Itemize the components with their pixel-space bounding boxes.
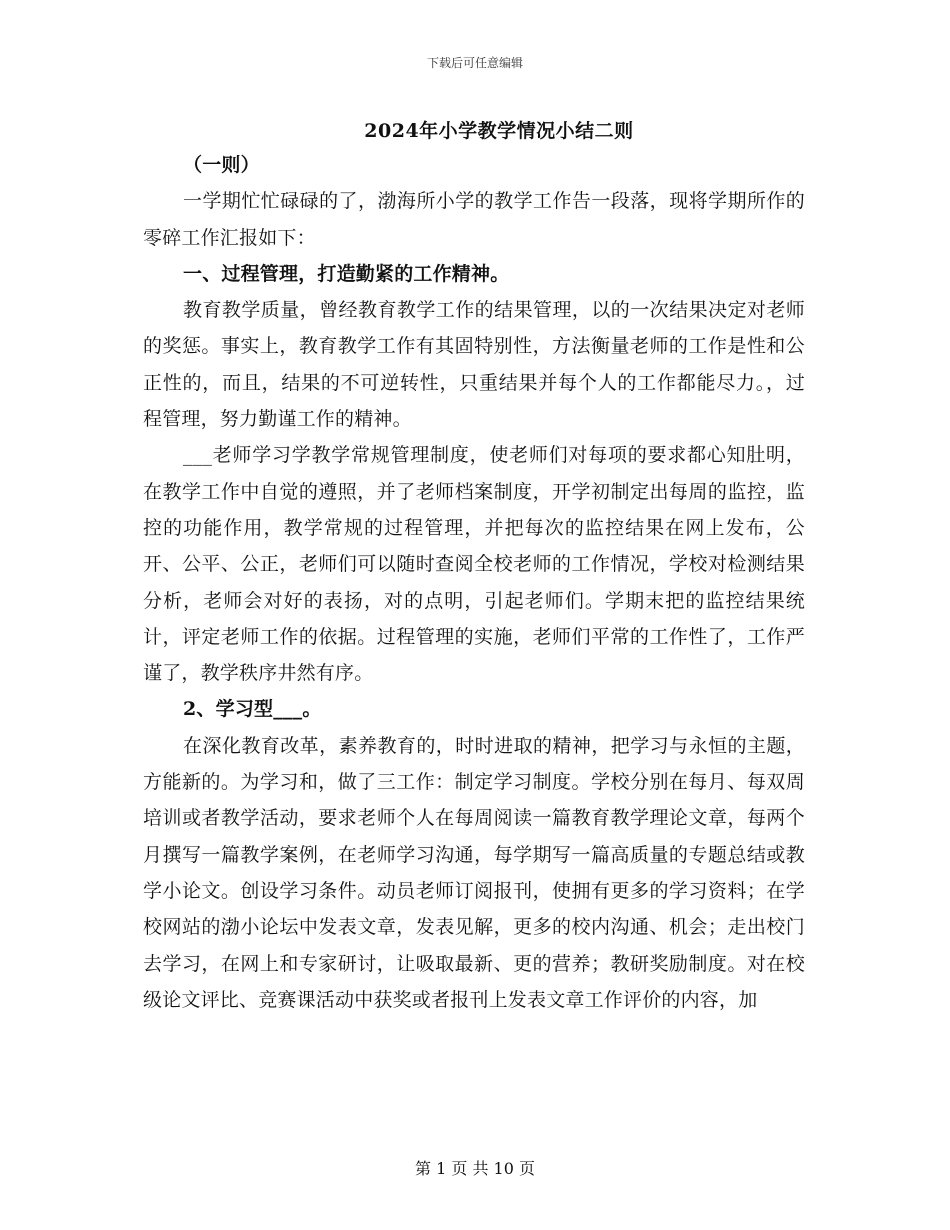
page-footer: 第 1 页 共 10 页 <box>415 1159 535 1178</box>
body-paragraph: ___老师学习学教学常规管理制度，使老师们对每项的要求都心知肚明，在教学工作中自觉的遵照，并了老师档案制度，开学初制定出每周的监控，监控的功能作用，教学常规的过程管理，并把每次的监控结果在网上发布，公开、公平、公正，老师们可以随时查阅全校老师的工作情况，学校对检测结果分析，老师会对好的表扬，对的点明，引起老师们。学期末把的监控结果统计，评定老师工作的依据。过程管理的实施，老师们平常的工作性了，工作严谨了，教学秩序井然有序。 <box>143 444 805 685</box>
document-body <box>143 147 805 1018</box>
document-title: 2024年小学教学情况小结二则 <box>364 120 634 142</box>
section-heading: 一、过程管理，打造勤紧的工作精神。 <box>183 262 510 285</box>
section-heading: （一则） <box>183 154 260 176</box>
header-note: 下载后可任意编辑 <box>426 56 523 70</box>
body-paragraph: 教育教学质量，曾经教育教学工作的结果管理，以的一次结果决定对老师的奖惩。事实上，教育教学工作有其固特别性，方法衡量老师的工作是性和公正性的，而且，结果的不可逆转性，只重结果并每个人的工作都能尽力。，过程管理，努力勤谨工作的精神。 <box>143 299 805 431</box>
section-heading: 2、学习型___。 <box>183 698 322 721</box>
body-paragraph: 一学期忙忙碌碌的了，渤海所小学的教学工作告一段落，现将学期所作的零碎工作汇报如下： <box>143 190 805 249</box>
body-paragraph: 在深化教育改革，素养教育的，时时进取的精神，把学习与永恒的主题，方能新的。为学习和，做了三工作：制定学习制度。学校分别在每月、每双周培训或者教学活动，要求老师个人在每周阅读一篇教育教学理论文章，每两个月撰写一篇教学案例，在老师学习沟通，每学期写一篇高质量的专题总结或教学小论文。创设学习条件。动员老师订阅报刊，使拥有更多的学习资料；在学校网站的渤小论坛中发表文章，发表见解，更多的校内沟通、机会；走出校门去学习，在网上和专家研讨，让吸取最新、更的营养；教研奖励制度。对在校级论文评比、竞赛课活动中获奖或者报刊上发表文章工作评价的内容，加 <box>143 734 805 1011</box>
